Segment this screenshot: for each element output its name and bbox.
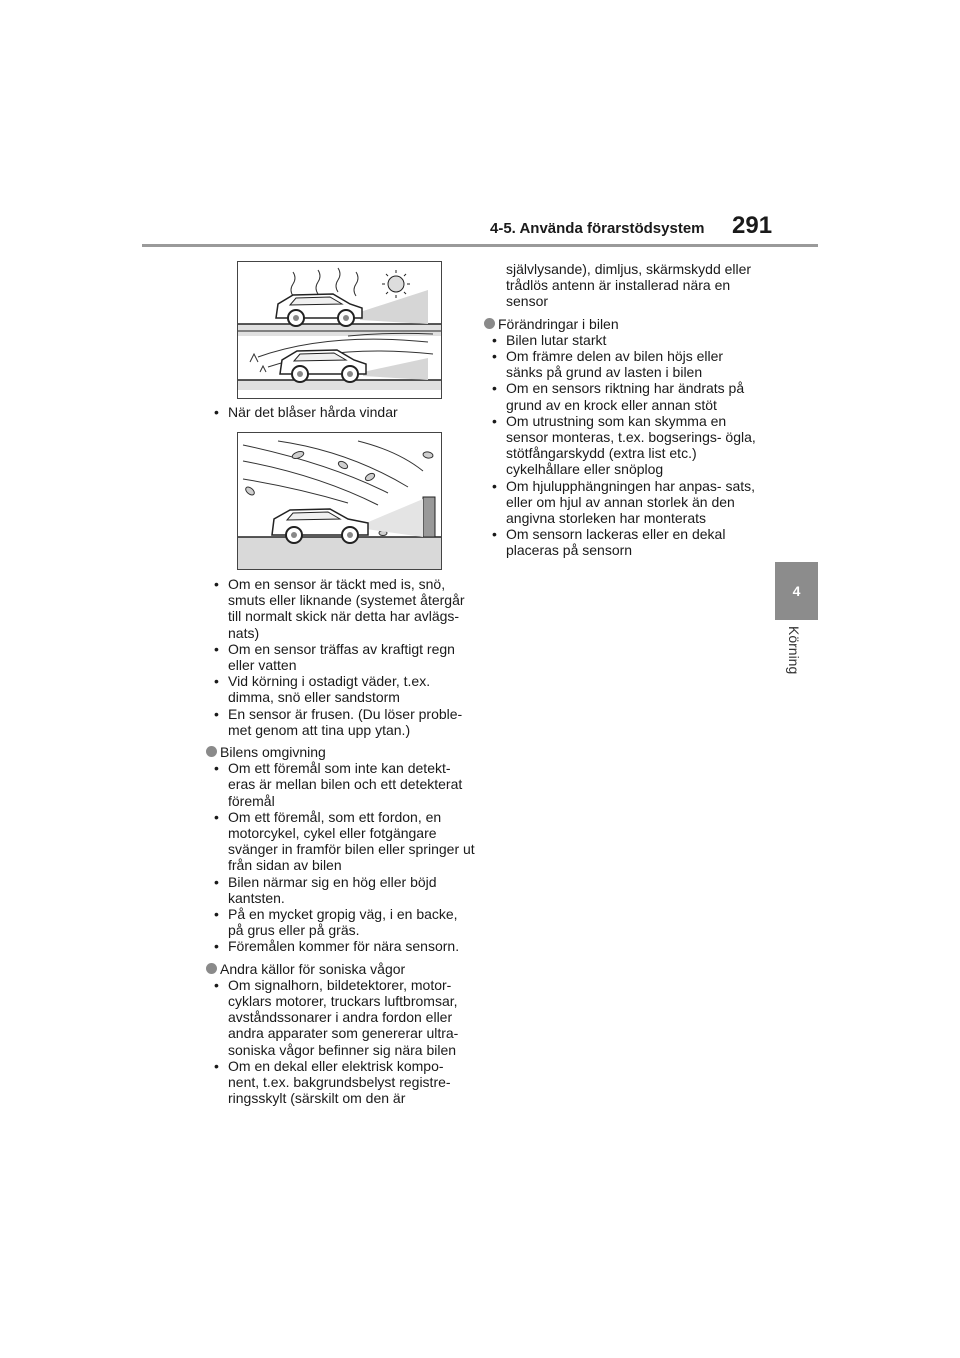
list-item: • Om en sensor är täckt med is, snö, smuts eller liknande (systemet återgår till normalt skick när detta har avlägs- nats) — [206, 576, 476, 641]
left-text-column — [206, 576, 476, 1107]
caption-wind: • När det blåser hårda vindar — [206, 404, 476, 420]
header-rule — [142, 244, 818, 247]
caption-wind-block — [206, 404, 476, 420]
circle-bullet-icon — [206, 963, 217, 974]
list-item: • Om en dekal eller elektrisk kompo- nent, t.ex. bakgrundsbelyst registre- ringsskylt (särskilt om den är — [206, 1058, 476, 1107]
list-item: • Om hjulupphängningen har anpas- sats, eller om hjul av annan storlek än den angivna storleken har monterats — [484, 478, 756, 527]
chapter-number: 4 — [792, 583, 801, 599]
list-item: • Om signalhorn, bildetektorer, motor- cyklars motorer, truckars luftbromsar, avståndssonarer i andra fordon eller andra apparater som genererar ultra- soniska vågor befinner sig nära bilen — [206, 977, 476, 1058]
subsection-surroundings — [206, 744, 476, 760]
subsection-title: Förändringar i bilen — [498, 315, 619, 332]
list-item: • Föremålen kommer för nära sensorn. — [206, 938, 476, 954]
subsection-title: Bilens omgivning — [220, 744, 326, 761]
continued-text: självlysande), dimljus, skärmskydd eller trådlös antenn är installerad nära en sensor — [506, 261, 752, 310]
list-item: • Vid körning i ostadigt väder, t.ex. dimma, snö eller sandstorm — [206, 673, 476, 705]
chapter-label: Körning — [786, 626, 802, 675]
chapter-tab — [775, 562, 818, 620]
circle-bullet-icon — [484, 318, 495, 329]
subsection-changes — [484, 316, 756, 332]
list-item: • Om ett föremål som inte kan detekt- eras är mellan bilen och ett detekterat föremål — [206, 760, 476, 809]
section-title: 4-5. Använda förarstödsystem — [490, 220, 705, 237]
circle-bullet-icon — [206, 746, 217, 757]
list-item: • Om främre delen av bilen höjs eller sänks på grund av lasten i bilen — [484, 348, 756, 380]
list-item: • Om ett föremål, som ett fordon, en motorcykel, cykel eller fotgängare svänger in framför bilen eller springer ut från sidan av bilen — [206, 809, 476, 874]
list-item: • På en mycket gropig väg, i en backe, på grus eller på gräs. — [206, 906, 476, 938]
list-item: • Bilen lutar starkt — [484, 332, 756, 348]
list-item: • Om utrustning som kan skymma en sensor monteras, t.ex. bogserings- ögla, stötfångarskydd (extra list etc.) cykelhållare eller snöplog — [484, 413, 756, 478]
list-item: • En sensor är frusen. (Du löser proble- met genom att tina upp ytan.) — [206, 706, 476, 738]
subsection-sonic — [206, 961, 476, 977]
right-text-column — [484, 261, 756, 559]
illustration-wind — [237, 432, 442, 570]
illustration-weather — [237, 261, 442, 399]
list-item: • Bilen närmar sig en hög eller böjd kantsten. — [206, 874, 476, 906]
list-item: • Om en sensor träffas av kraftigt regn eller vatten — [206, 641, 476, 673]
subsection-title: Andra källor för soniska vågor — [220, 960, 406, 977]
list-item: • Om en sensors riktning har ändrats på grund av en krock eller annan stöt — [484, 380, 756, 412]
list-item: • Om sensorn lackeras eller en dekal placeras på sensorn — [484, 526, 756, 558]
page-number: 291 — [732, 212, 773, 239]
